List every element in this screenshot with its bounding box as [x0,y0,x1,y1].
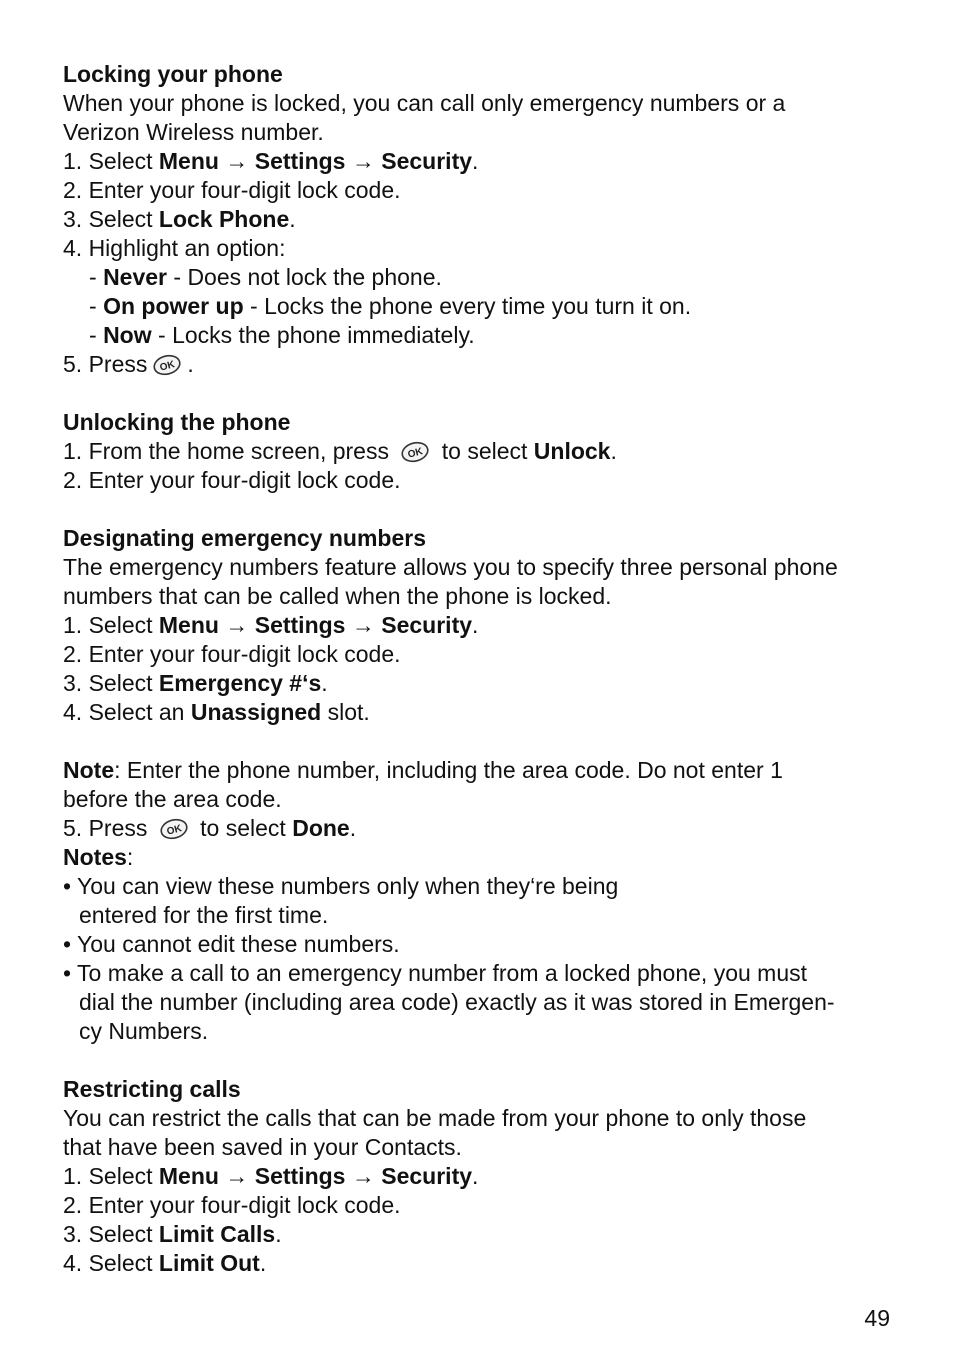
paragraph-line: The emergency numbers feature allows you to specify three personal phone [63,554,838,580]
section-heading-unlocking: Unlocking the phone [63,409,291,435]
option-description: - Does not lock the phone. [167,264,442,290]
spacer [63,727,893,756]
note-text: : Enter the phone number, including the area code. Do not enter 1 [114,757,783,783]
step-text: to select [441,438,534,464]
settings-label: Settings [254,148,346,174]
bullet-1-continued: entered for the first time. [79,902,329,928]
ok-key-icon [399,440,431,464]
step-text: . [321,670,328,696]
step-5 [63,350,893,379]
option-description: - Locks the phone every time you turn it on. [243,293,692,319]
step-1 [63,611,893,640]
step-text: 4. Select an [63,699,191,725]
page-content [63,60,893,1278]
option-label: Now [103,322,152,348]
option-description: - Locks the phone immediately. [151,322,475,348]
paragraph-line: When your phone is locked, you can call only emergency numbers or a [63,90,786,116]
option-dash: - [89,322,104,348]
step-text: 1. Select [63,148,159,174]
step-text: . [275,1221,282,1247]
notes-label: Notes [63,844,127,870]
step-text: . [472,612,479,638]
bullet-2: • You cannot edit these numbers. [63,931,400,957]
security-label: Security [381,612,473,638]
step-text: 1. Select [63,612,159,638]
limit-out-label: Limit Out [158,1250,260,1276]
arrow-icon: → [225,148,249,174]
step-4: 4. Highlight an option: [63,235,286,261]
step-text: . [259,1250,267,1276]
step-text: . [472,148,479,174]
step-text: . [472,1163,479,1189]
arrow-icon: → [351,1163,375,1189]
note-continued: before the area code. [63,786,282,812]
section-heading-emergency: Designating emergency numbers [63,525,426,551]
step-text: 3. Select [63,206,159,232]
step-text: 5. Press [63,351,148,377]
bullet-1: • You can view these numbers only when they‘re being [63,873,619,899]
option-now [63,321,893,350]
step-text: . [289,206,296,232]
step-1 [63,147,893,176]
note [63,756,893,785]
step-1 [63,1162,893,1191]
svg-text:OK: OK [407,446,425,461]
lock-phone-label: Lock Phone [158,206,290,232]
paragraph-line: You can restrict the calls that can be made from your phone to only those [63,1105,807,1131]
page-number: 49 [864,1305,890,1331]
unassigned-label: Unassigned [190,699,322,725]
step-text: . [610,438,617,464]
bullet-3-continued: cy Numbers. [79,1018,209,1044]
settings-label: Settings [254,1163,346,1189]
done-label: Done [292,815,350,841]
section-heading-locking: Locking your phone [63,61,283,87]
option-never [63,263,893,292]
step-text: 4. Select [63,1250,159,1276]
ok-key-icon [158,817,190,841]
step-5 [63,814,893,843]
step-text: . [349,815,357,841]
unlock-label: Unlock [533,438,611,464]
notes-heading [63,843,893,872]
spacer [63,1046,893,1075]
step-text: 1. From the home screen, press [63,438,389,464]
bullet-3: • To make a call to an emergency number from a locked phone, you must [63,960,808,986]
settings-label: Settings [254,612,346,638]
arrow-icon: → [225,1163,249,1189]
step-text: slot. [321,699,370,725]
note-label: Note [63,757,115,783]
arrow-icon: → [225,612,249,638]
step-2: 2. Enter your four-digit lock code. [63,641,401,667]
security-label: Security [381,148,473,174]
step-3 [63,1220,893,1249]
option-on-power-up [63,292,893,321]
option-label: Never [103,264,167,290]
spacer [63,379,893,408]
menu-label: Menu [158,612,219,638]
step-2: 2. Enter your four-digit lock code. [63,1192,401,1218]
step-3 [63,669,893,698]
step-2: 2. Enter your four-digit lock code. [63,177,401,203]
option-label: On power up [103,293,244,319]
menu-label: Menu [158,1163,219,1189]
step-4 [63,1249,893,1278]
paragraph-line: Verizon Wireless number. [63,119,324,145]
paragraph-line: that have been saved in your Contacts. [63,1134,462,1160]
arrow-icon: → [351,148,375,174]
menu-label: Menu [158,148,219,174]
step-text: 1. Select [63,1163,159,1189]
paragraph-line: numbers that can be called when the phone is locked. [63,583,612,609]
step-text: 3. Select [63,670,159,696]
step-1 [63,437,893,466]
step-text: . [187,351,194,377]
step-4 [63,698,893,727]
option-dash: - [89,264,104,290]
step-text: 5. Press [63,815,148,841]
security-label: Security [381,1163,473,1189]
section-heading-restricting: Restricting calls [63,1076,241,1102]
option-dash: - [89,293,104,319]
notes-colon: : [126,844,134,870]
bullet-3-continued: dial the number (including area code) exactly as it was stored in Emergen- [79,989,835,1015]
step-2: 2. Enter your four-digit lock code. [63,467,401,493]
svg-text:OK: OK [165,823,183,838]
limit-calls-label: Limit Calls [158,1221,276,1247]
arrow-icon: → [351,612,375,638]
spacer [63,495,893,524]
ok-key-icon [151,353,183,377]
emergency-label: Emergency #‘s [158,670,322,696]
step-text: to select [200,815,293,841]
svg-text:OK: OK [159,359,177,374]
step-text: 3. Select [63,1221,159,1247]
step-3 [63,205,893,234]
